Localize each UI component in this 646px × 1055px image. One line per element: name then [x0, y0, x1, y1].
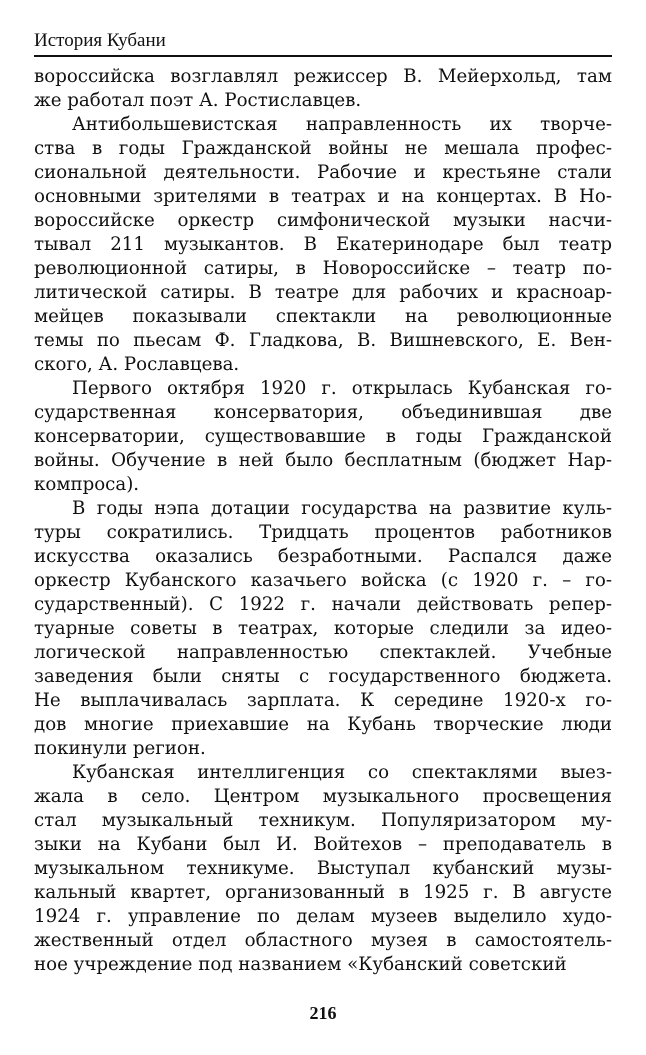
- text-line: вороссийска возглавлял режиссер В. Мейерхольд, там: [34, 66, 612, 87]
- text-line: кальный квартет, организованный в 1925 г. В августе: [34, 882, 612, 903]
- text-line: вороссийске оркестр симфонической музыки насчи-: [34, 210, 612, 231]
- text-line: же работал поэт А. Ростиславцев.: [34, 90, 362, 111]
- text-line: Антибольшевистская направленность их творче-: [72, 114, 612, 135]
- text-line: сударственная консерватория, объединившая две: [34, 402, 612, 423]
- text-line: музыкальном техникуме. Выступал кубанский музы-: [34, 858, 612, 879]
- paragraph: [34, 113, 612, 377]
- text-line: основными зрителями в театрах и на концертах. В Но-: [34, 186, 612, 207]
- text-line: мейцев показывали спектакли на революционные: [34, 306, 612, 327]
- running-head: История Кубани: [34, 30, 612, 57]
- text-line: туры сократились. Тридцать процентов работников: [34, 522, 612, 543]
- text-line: заведения были сняты с государственного бюджета.: [34, 666, 612, 687]
- paragraph: [34, 65, 612, 113]
- text-line: компроса).: [34, 474, 140, 495]
- text-line: тывал 211 музыкантов. В Екатеринодаре был театр: [34, 234, 612, 255]
- text-line: жала в село. Центром музыкального просвещения: [34, 786, 612, 807]
- text-line: консерватории, существовавшие в годы Гражданской: [34, 426, 612, 447]
- text-line: логической направленностью спектаклей. Учебные: [34, 642, 612, 663]
- text-line: ского, А. Рославцева.: [34, 354, 240, 375]
- text-line: покинули регион.: [34, 738, 206, 759]
- paragraph: [34, 497, 612, 761]
- text-line: искусства оказались безработными. Распался даже: [34, 546, 612, 567]
- paragraph: [34, 761, 612, 977]
- text-line: 1924 г. управление по делам музеев выделило худо-: [34, 906, 612, 927]
- text-line: ства в годы Гражданской войны не мешала профес-: [34, 138, 612, 159]
- text-line: В годы нэпа дотации государства на развитие куль-: [72, 498, 612, 519]
- text-line: войны. Обучение в ней было бесплатным (бюджет Нар-: [34, 450, 612, 471]
- text-line: дов многие приехавшие на Кубань творческие люди: [34, 714, 612, 735]
- text-line: литической сатиры. В театре для рабочих и красноар-: [34, 282, 612, 303]
- page-number: 216: [309, 1003, 337, 1023]
- text-line: сударственный). С 1922 г. начали действовать репер-: [34, 594, 612, 615]
- book-page: [34, 30, 612, 977]
- paragraph: [34, 377, 612, 497]
- text-line: стал музыкальный техникум. Популяризатором му-: [34, 810, 612, 831]
- text-line: туарные советы в театрах, которые следили за идео-: [34, 618, 612, 639]
- text-line: Первого октября 1920 г. открылась Кубанская го-: [72, 378, 612, 399]
- body-text: [34, 65, 612, 977]
- text-line: оркестр Кубанского казачьего войска (с 1920 г. – го-: [34, 570, 612, 591]
- text-line: революционной сатиры, в Новороссийске – театр по-: [34, 258, 612, 279]
- text-line: сиональной деятельности. Рабочие и крестьяне стали: [34, 162, 612, 183]
- text-line: зыки на Кубани был И. Войтехов – преподаватель в: [34, 834, 612, 855]
- text-line: темы по пьесам Ф. Гладкова, В. Вишневского, Е. Вен-: [34, 330, 612, 351]
- text-line: жественный отдел областного музея в самостоятель-: [34, 930, 612, 951]
- text-line: ное учреждение под названием «Кубанский советский: [34, 954, 567, 975]
- text-line: Не выплачивалась зарплата. К середине 1920-х го-: [34, 690, 612, 711]
- text-line: Кубанская интеллигенция со спектаклями выез-: [72, 762, 612, 783]
